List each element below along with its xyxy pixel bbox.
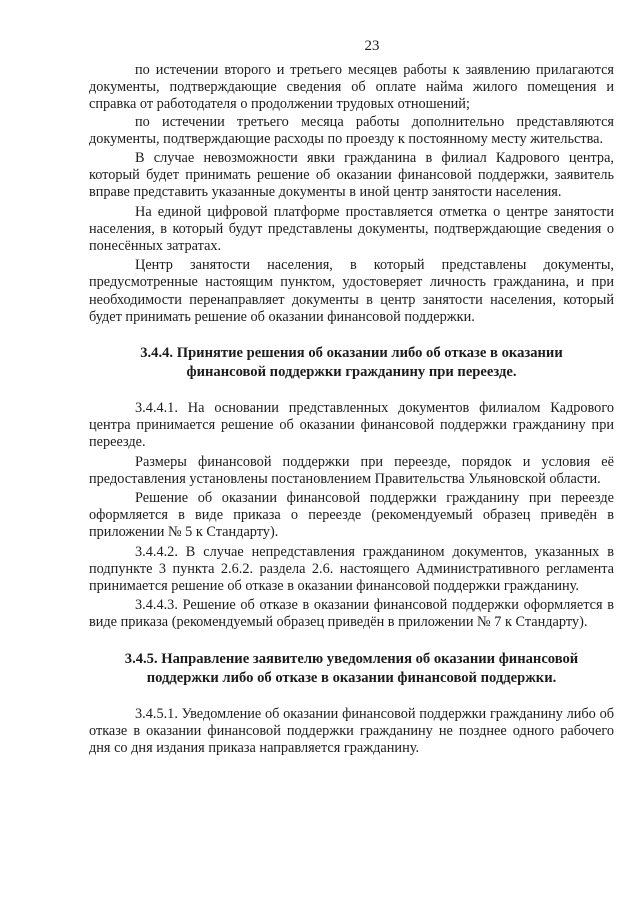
paragraph: В случае невозможности явки гражданина в филиал Кадрового центра, который будет принимать решение об оказании финансовой поддержки, заявитель вправе представить указанные документы в иной центр занятости населения.	[89, 150, 614, 201]
page-number: 23	[364, 38, 380, 54]
heading-line: финансовой поддержки гражданину при переезде.	[186, 364, 517, 381]
paragraph: Решение об оказании финансовой поддержки гражданину при переезде оформляется в виде приказа о переезде (рекомендуемый образец приведён в приложении № 5 к Стандарту).	[89, 490, 614, 541]
document-body	[89, 62, 614, 757]
heading-line: поддержки либо об отказе в оказании финансовой поддержки.	[146, 669, 557, 686]
paragraph: Размеры финансовой поддержки при переезде, порядок и условия её предоставления установлены постановлением Правительства Ульяновской области.	[89, 453, 614, 487]
paragraph: по истечении второго и третьего месяцев работы к заявлению прилагаются документы, подтверждающие сведения об оплате найма жилого помещения и справка от работодателя о продолжении трудовых отношений;	[89, 62, 614, 113]
section-heading-3-4-5	[89, 650, 614, 688]
paragraph: 3.4.4.2. В случае непредставления гражданином документов, указанных в подпункте 3 пункта 2.6.2. раздела 2.6. настоящего Административного регламента принимается решение об отказе в оказании финансовой поддержки гражданину.	[89, 543, 614, 595]
paragraph: 3.4.4.3. Решение об отказе в оказании финансовой поддержки оформляется в виде приказа (рекомендуемый образец приведён в приложении № 7 к Стандарту).	[89, 597, 614, 631]
section-heading-3-4-4	[89, 344, 614, 382]
paragraph: 3.4.5.1. Уведомление об оказании финансовой поддержки гражданину либо об отказе в оказании финансовой поддержки гражданину не позднее одного рабочего дня со дня издания приказа направляется гражданину.	[89, 705, 614, 757]
paragraph: 3.4.4.1. На основании представленных документов филиалом Кадрового центра принимается решение об оказании финансовой поддержки гражданину при переезде.	[89, 400, 614, 451]
heading-line: 3.4.5. Направление заявителю уведомления об оказании финансовой	[124, 650, 579, 667]
paragraph: На единой цифровой платформе проставляется отметка о центре занятости населения, в который будут представлены документы, подтверждающие сведения о понесённых затратах.	[89, 203, 614, 255]
paragraph: по истечении третьего месяца работы дополнительно представляются документы, подтверждающие расходы по проезду к постоянному месту жительства.	[89, 113, 614, 147]
heading-line: 3.4.4. Принятие решения об оказании либо об отказе в оказании	[140, 345, 563, 362]
paragraph: Центр занятости населения, в который представлены документы, предусмотренные настоящим пунктом, удостоверяет личность гражданина, и при необходимости перенаправляет документы в центр занятости населения, который будет принимать решение об оказании финансовой поддержки.	[89, 257, 614, 325]
